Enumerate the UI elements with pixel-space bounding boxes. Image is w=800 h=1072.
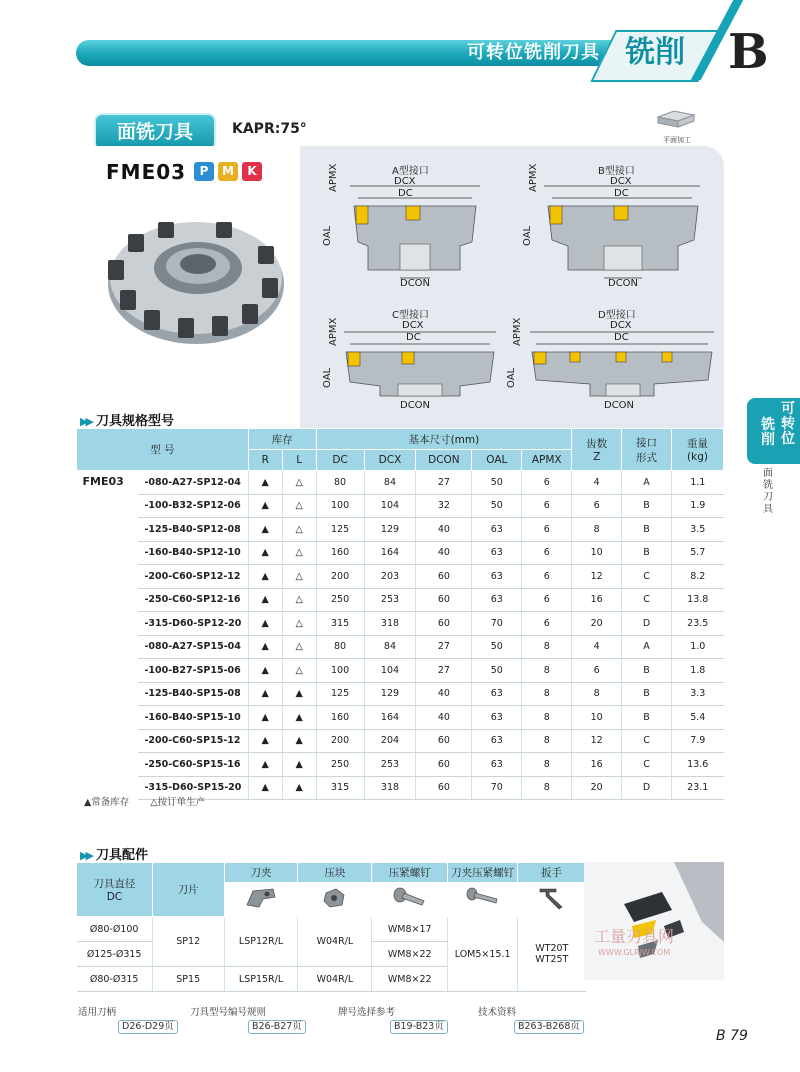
spec-cell-l: ▲ — [282, 753, 316, 777]
spec-cell-dcx: 84 — [364, 635, 416, 659]
spec-cell-l: △ — [282, 565, 316, 589]
spec-cell-l: ▲ — [282, 682, 316, 706]
side-tab-subtitle: 面铣刀具 — [763, 468, 773, 515]
section-title: 面铣刀具 — [94, 113, 216, 151]
col-interface: 接口 形式 — [622, 429, 672, 471]
spec-cell-apmx: 8 — [522, 753, 572, 777]
ref-3-pages[interactable]: B19-B23页 — [390, 1020, 448, 1034]
spec-cell-model: -250-C60-SP15-16 — [138, 753, 248, 777]
material-k-badge: K — [242, 162, 262, 181]
spec-cell-type: B — [622, 659, 672, 683]
acc-row1-screw: WM8×17 — [372, 917, 448, 942]
spec-cell-type: A — [622, 471, 672, 495]
diagram-b-title: B型接口 — [598, 166, 635, 177]
ref-4[interactable] — [478, 1004, 584, 1034]
spec-cell-dc: 200 — [316, 565, 364, 589]
spec-row — [77, 729, 724, 753]
spec-cell-r: ▲ — [248, 776, 282, 800]
spec-cell-model: -160-B40-SP15-10 — [138, 706, 248, 730]
spec-cell-dcon: 27 — [416, 635, 472, 659]
ref-3-label: 牌号选择参考 — [338, 1007, 396, 1018]
spec-row — [77, 494, 724, 518]
diagram-a-dc: DC — [398, 188, 413, 199]
spec-cell-oal: 63 — [472, 518, 522, 542]
diagram-d-drawing — [526, 330, 718, 402]
col-stock-l: L — [282, 450, 316, 471]
spec-cell-model: -250-C60-SP12-16 — [138, 588, 248, 612]
spec-cell-r: ▲ — [248, 588, 282, 612]
spec-cell-apmx: 6 — [522, 541, 572, 565]
cutter-photo — [98, 212, 288, 348]
spec-cell-dcon: 40 — [416, 682, 472, 706]
diagram-d-dc: DC — [614, 332, 629, 343]
legend-to-order: △按订单生产 — [150, 797, 206, 808]
spec-cell-apmx: 8 — [522, 635, 572, 659]
spec-cell-model: -125-B40-SP12-08 — [138, 518, 248, 542]
spec-cell-type: B — [622, 541, 672, 565]
spec-row — [77, 588, 724, 612]
diagram-c-apmx: APMX — [328, 317, 339, 346]
spec-cell-kg: 13.6 — [672, 753, 724, 777]
spec-cell-kg: 23.5 — [672, 612, 724, 636]
acc-col-clamp: 刀夹 — [224, 863, 298, 883]
spec-cell-dcon: 40 — [416, 518, 472, 542]
watermark-text: 工量刃具网 — [594, 927, 675, 946]
spec-row — [77, 518, 724, 542]
spec-cell-l: △ — [282, 635, 316, 659]
spec-cell-kg: 13.8 — [672, 588, 724, 612]
spec-cell-z: 20 — [572, 612, 622, 636]
diagram-b-apmx: APMX — [528, 163, 539, 192]
double-arrow-icon: ▶▶ — [80, 415, 91, 428]
side-tab-line1: 可转位 — [781, 401, 795, 447]
screw-icon — [390, 885, 430, 911]
spec-cell-type: B — [622, 682, 672, 706]
spec-cell-kg: 3.3 — [672, 682, 724, 706]
kapr-label: KAPR:75° — [232, 121, 307, 137]
acc-row2-diameter: Ø125-Ø315 — [77, 942, 153, 967]
diagram-a-title: A型接口 — [392, 166, 429, 177]
spec-cell-kg: 1.0 — [672, 635, 724, 659]
spec-cell-oal: 63 — [472, 588, 522, 612]
diagram-b — [520, 162, 710, 292]
spec-cell-dc: 100 — [316, 494, 364, 518]
spec-cell-kg: 7.9 — [672, 729, 724, 753]
spec-cell-dcon: 60 — [416, 588, 472, 612]
ref-2-pages[interactable]: B26-B27页 — [248, 1020, 306, 1034]
spec-cell-dcx: 104 — [364, 659, 416, 683]
spec-cell-kg: 1.9 — [672, 494, 724, 518]
spec-cell-oal: 70 — [472, 612, 522, 636]
spec-cell-dc: 315 — [316, 612, 364, 636]
col-dcx: DCX — [364, 450, 416, 471]
diagram-d-apmx: APMX — [512, 317, 523, 346]
ref-1-label: 适用刀柄 — [78, 1007, 117, 1018]
spec-section-header — [80, 410, 174, 429]
spec-cell-z: 8 — [572, 518, 622, 542]
acc-sp12-wedge: W04R/L — [298, 917, 372, 967]
spec-row — [77, 682, 724, 706]
spec-cell-dcon: 60 — [416, 565, 472, 589]
diagram-c-dcx: DCX — [402, 320, 424, 331]
spec-cell-model: -315-D60-SP12-20 — [138, 612, 248, 636]
acc-col-screw: 压紧螺钉 — [372, 863, 448, 883]
diagram-d-title: D型接口 — [598, 310, 636, 321]
spec-cell-dc: 250 — [316, 753, 364, 777]
section-letter: B — [728, 24, 769, 80]
spec-cell-type: C — [622, 565, 672, 589]
diagram-b-drawing — [540, 184, 706, 284]
spec-cell-dcx: 318 — [364, 776, 416, 800]
clamp-screw-icon — [463, 885, 503, 911]
material-m-badge: M — [218, 162, 238, 181]
acc-row1-diameter: Ø80-Ø100 — [77, 917, 153, 942]
spec-cell-dcx: 253 — [364, 588, 416, 612]
acc-row3-screw: WM8×22 — [372, 967, 448, 992]
spec-cell-model: -315-D60-SP15-20 — [138, 776, 248, 800]
diagram-d-oal: OAL — [506, 367, 517, 388]
acc-row2-screw: WM8×22 — [372, 942, 448, 967]
acc-section-title: 刀具配件 — [96, 848, 149, 863]
spec-cell-z: 6 — [572, 659, 622, 683]
spec-cell-type: C — [622, 753, 672, 777]
legend-stocked: ▲常备库存 — [84, 797, 130, 808]
spec-cell-dcx: 84 — [364, 471, 416, 495]
spec-cell-model: -080-A27-SP12-04 — [138, 471, 248, 495]
col-dcon: DCON — [416, 450, 472, 471]
diagram-b-dcon: DCON — [608, 278, 639, 289]
acc-col-clamp-screw: 刀夹压紧螺钉 — [448, 863, 518, 883]
spec-cell-oal: 50 — [472, 659, 522, 683]
spec-cell-dcon: 60 — [416, 612, 472, 636]
diagram-c-dc: DC — [406, 332, 421, 343]
spec-cell-apmx: 8 — [522, 706, 572, 730]
spec-cell-dcx: 129 — [364, 518, 416, 542]
ref-1-pages[interactable]: D26-D29页 — [118, 1020, 178, 1034]
spec-cell-oal: 50 — [472, 494, 522, 518]
series-name: FME03 — [82, 475, 124, 488]
spec-cell-kg: 3.5 — [672, 518, 724, 542]
diagram-d-dcx: DCX — [610, 320, 632, 331]
spec-cell-dcx: 104 — [364, 494, 416, 518]
spec-cell-model: -200-C60-SP15-12 — [138, 729, 248, 753]
diagram-b-oal: OAL — [522, 225, 533, 246]
spec-cell-r: ▲ — [248, 753, 282, 777]
spec-cell-dc: 125 — [316, 518, 364, 542]
spec-cell-oal: 63 — [472, 706, 522, 730]
spec-cell-oal: 63 — [472, 682, 522, 706]
spec-cell-kg: 5.4 — [672, 706, 724, 730]
diagram-c-title: C型接口 — [392, 310, 429, 321]
spec-cell-model: -100-B27-SP15-06 — [138, 659, 248, 683]
acc-sp12-insert: SP12 — [152, 917, 224, 967]
diagram-c — [320, 306, 500, 416]
stock-legend — [84, 794, 205, 808]
col-dc: DC — [316, 450, 364, 471]
diagram-a-dcon: DCON — [400, 278, 431, 289]
spec-cell-l: △ — [282, 612, 316, 636]
spec-row — [77, 565, 724, 589]
spec-cell-l: △ — [282, 471, 316, 495]
spec-cell-model: -160-B40-SP12-10 — [138, 541, 248, 565]
page-number: B 79 — [716, 1028, 748, 1044]
spec-cell-dcon: 60 — [416, 753, 472, 777]
spec-cell-l: △ — [282, 588, 316, 612]
spec-cell-r: ▲ — [248, 682, 282, 706]
spec-cell-dcon: 60 — [416, 729, 472, 753]
acc-col-wedge: 压块 — [298, 863, 372, 883]
spec-cell-dcx: 204 — [364, 729, 416, 753]
spec-cell-type: A — [622, 635, 672, 659]
spec-cell-model: -080-A27-SP15-04 — [138, 635, 248, 659]
col-apmx: APMX — [522, 450, 572, 471]
acc-col-diameter: 刀具直径 DC — [77, 863, 153, 917]
spec-cell-model: -100-B32-SP12-06 — [138, 494, 248, 518]
ref-4-pages[interactable]: B263-B268页 — [514, 1020, 584, 1034]
diagram-b-dcx: DCX — [610, 176, 632, 187]
spec-cell-apmx: 6 — [522, 612, 572, 636]
spec-cell-type: B — [622, 494, 672, 518]
wedge-image — [298, 883, 372, 917]
spec-cell-dc: 100 — [316, 659, 364, 683]
diagram-b-dc: DC — [614, 188, 629, 199]
spec-cell-apmx: 6 — [522, 565, 572, 589]
spec-cell-r: ▲ — [248, 518, 282, 542]
spec-cell-type: C — [622, 729, 672, 753]
spec-cell-l: ▲ — [282, 776, 316, 800]
spec-cell-type: D — [622, 776, 672, 800]
spec-cell-r: ▲ — [248, 612, 282, 636]
acc-row3-wedge: W04R/L — [298, 967, 372, 992]
spec-cell-oal: 63 — [472, 565, 522, 589]
spec-row — [77, 753, 724, 777]
spec-cell-type: B — [622, 518, 672, 542]
spec-cell-kg: 8.2 — [672, 565, 724, 589]
spec-cell-dc: 125 — [316, 682, 364, 706]
diagram-d — [504, 306, 720, 416]
face-milling-icon — [652, 107, 702, 133]
spec-cell-r: ▲ — [248, 635, 282, 659]
spec-cell-oal: 63 — [472, 729, 522, 753]
col-oal: OAL — [472, 450, 522, 471]
acc-col-insert: 刀片 — [152, 863, 224, 917]
spec-cell-z: 12 — [572, 729, 622, 753]
spec-cell-l: △ — [282, 659, 316, 683]
spec-cell-dc: 250 — [316, 588, 364, 612]
assembly-photo — [584, 862, 724, 980]
spec-cell-dcx: 318 — [364, 612, 416, 636]
spec-cell-apmx: 6 — [522, 494, 572, 518]
accessory-photo — [584, 862, 724, 980]
ref-4-label: 技术资料 — [478, 1007, 517, 1018]
diagram-a-apmx: APMX — [328, 163, 339, 192]
diagram-a — [320, 162, 500, 292]
spec-cell-z: 20 — [572, 776, 622, 800]
spec-cell-r: ▲ — [248, 471, 282, 495]
spec-cell-l: △ — [282, 541, 316, 565]
acc-section-header — [80, 844, 148, 863]
spec-cell-dc: 315 — [316, 776, 364, 800]
header-title: 可转位铣削刀具 — [467, 42, 600, 63]
spec-cell-l: △ — [282, 494, 316, 518]
spec-cell-oal: 50 — [472, 471, 522, 495]
diagram-c-dcon: DCON — [400, 400, 431, 411]
col-dims: 基本尺寸(mm) — [316, 429, 572, 450]
spec-cell-dc: 200 — [316, 729, 364, 753]
spec-cell-kg: 1.8 — [672, 659, 724, 683]
spec-cell-dcon: 32 — [416, 494, 472, 518]
spec-cell-z: 16 — [572, 588, 622, 612]
spec-cell-dcx: 253 — [364, 753, 416, 777]
diagram-c-oal: OAL — [322, 367, 333, 388]
spec-cell-z: 10 — [572, 541, 622, 565]
clamp-screw-image — [448, 883, 518, 917]
col-stock: 库存 — [248, 429, 316, 450]
spec-cell-dcon: 40 — [416, 541, 472, 565]
spec-cell-dcx: 203 — [364, 565, 416, 589]
spec-section-title: 刀具规格型号 — [96, 414, 175, 429]
spec-cell-r: ▲ — [248, 729, 282, 753]
acc-col-wrench: 扳手 — [518, 863, 586, 883]
spec-cell-type: D — [622, 612, 672, 636]
double-arrow-icon: ▶▶ — [80, 849, 91, 862]
spec-cell-oal: 70 — [472, 776, 522, 800]
col-teeth: 齿数 Z — [572, 429, 622, 471]
acc-row3-insert: SP15 — [152, 967, 224, 992]
spec-cell-apmx: 6 — [522, 518, 572, 542]
spec-cell-r: ▲ — [248, 565, 282, 589]
spec-row — [77, 706, 724, 730]
spec-cell-l: ▲ — [282, 706, 316, 730]
spec-cell-kg: 23.1 — [672, 776, 724, 800]
wedge-icon — [320, 885, 350, 911]
wrench-image — [518, 883, 586, 917]
diagram-d-dcon: DCON — [604, 400, 635, 411]
spec-cell-dcon: 60 — [416, 776, 472, 800]
spec-cell-dc: 80 — [316, 635, 364, 659]
spec-cell-kg: 5.7 — [672, 541, 724, 565]
diagram-a-oal: OAL — [322, 225, 333, 246]
spec-cell-dc: 160 — [316, 706, 364, 730]
spec-cell-r: ▲ — [248, 494, 282, 518]
diagram-a-drawing — [340, 184, 490, 284]
spec-cell-z: 10 — [572, 706, 622, 730]
spec-cell-r: ▲ — [248, 541, 282, 565]
col-model: 型 号 — [77, 429, 249, 471]
ref-1[interactable] — [78, 1004, 178, 1034]
spec-table — [76, 428, 724, 800]
spec-cell-dc: 80 — [316, 471, 364, 495]
watermark-url: WWW.GLRJW.COM — [598, 948, 671, 957]
spec-cell-apmx: 8 — [522, 729, 572, 753]
spec-row — [77, 471, 724, 495]
spec-cell-oal: 50 — [472, 635, 522, 659]
acc-clamp-screw-all: LOM5×15.1 — [448, 917, 518, 992]
diagram-a-dcx: DCX — [394, 176, 416, 187]
spec-cell-l: ▲ — [282, 729, 316, 753]
product-name: FME03 — [106, 160, 187, 184]
spec-cell-model: -200-C60-SP12-12 — [138, 565, 248, 589]
category-tab-label: 铣削 — [625, 35, 685, 70]
spec-cell-apmx: 8 — [522, 659, 572, 683]
col-weight: 重量 (kg) — [672, 429, 724, 471]
ref-2[interactable] — [190, 1004, 306, 1034]
spec-row — [77, 659, 724, 683]
diagram-c-drawing — [340, 330, 500, 402]
machining-badge-label: 平面加工 — [663, 136, 691, 144]
clamp-icon — [241, 885, 281, 911]
spec-cell-dcx: 164 — [364, 706, 416, 730]
spec-table-body — [77, 471, 724, 800]
spec-cell-apmx: 8 — [522, 776, 572, 800]
spec-cell-z: 4 — [572, 471, 622, 495]
screw-image — [372, 883, 448, 917]
spec-cell-dcon: 27 — [416, 471, 472, 495]
spec-cell-dcon: 27 — [416, 659, 472, 683]
spec-row — [77, 612, 724, 636]
spec-cell-z: 12 — [572, 565, 622, 589]
acc-sp12-clamp: LSP12R/L — [224, 917, 298, 967]
spec-cell-oal: 63 — [472, 753, 522, 777]
spec-cell-type: B — [622, 706, 672, 730]
acc-row3-clamp: LSP15R/L — [224, 967, 298, 992]
spec-cell-r: ▲ — [248, 659, 282, 683]
clamp-image — [224, 883, 298, 917]
spec-cell-z: 8 — [572, 682, 622, 706]
material-p-badge: P — [194, 162, 214, 181]
spec-row — [77, 635, 724, 659]
spec-cell-l: △ — [282, 518, 316, 542]
spec-cell-z: 16 — [572, 753, 622, 777]
spec-cell-r: ▲ — [248, 706, 282, 730]
spec-cell-dcx: 129 — [364, 682, 416, 706]
ref-3[interactable] — [338, 1004, 448, 1034]
spec-cell-type: C — [622, 588, 672, 612]
ref-2-label: 刀具型号编号规则 — [190, 1007, 267, 1018]
machining-badge — [652, 107, 702, 145]
side-tab-line2: 铣削 — [761, 417, 775, 448]
spec-cell-dc: 160 — [316, 541, 364, 565]
spec-row — [77, 541, 724, 565]
spec-cell-z: 4 — [572, 635, 622, 659]
spec-cell-model: -125-B40-SP15-08 — [138, 682, 248, 706]
spec-cell-apmx: 6 — [522, 588, 572, 612]
spec-cell-kg: 1.1 — [672, 471, 724, 495]
spec-cell-oal: 63 — [472, 541, 522, 565]
accessory-table — [76, 862, 586, 992]
wrench-icon — [534, 885, 570, 911]
spec-cell-apmx: 8 — [522, 682, 572, 706]
spec-cell-apmx: 6 — [522, 471, 572, 495]
acc-row3-diameter: Ø80-Ø315 — [77, 967, 153, 992]
acc-wrench-all: WT20T WT25T — [518, 917, 586, 992]
spec-cell-dcx: 164 — [364, 541, 416, 565]
spec-cell-z: 6 — [572, 494, 622, 518]
spec-cell-dcon: 40 — [416, 706, 472, 730]
col-stock-r: R — [248, 450, 282, 471]
